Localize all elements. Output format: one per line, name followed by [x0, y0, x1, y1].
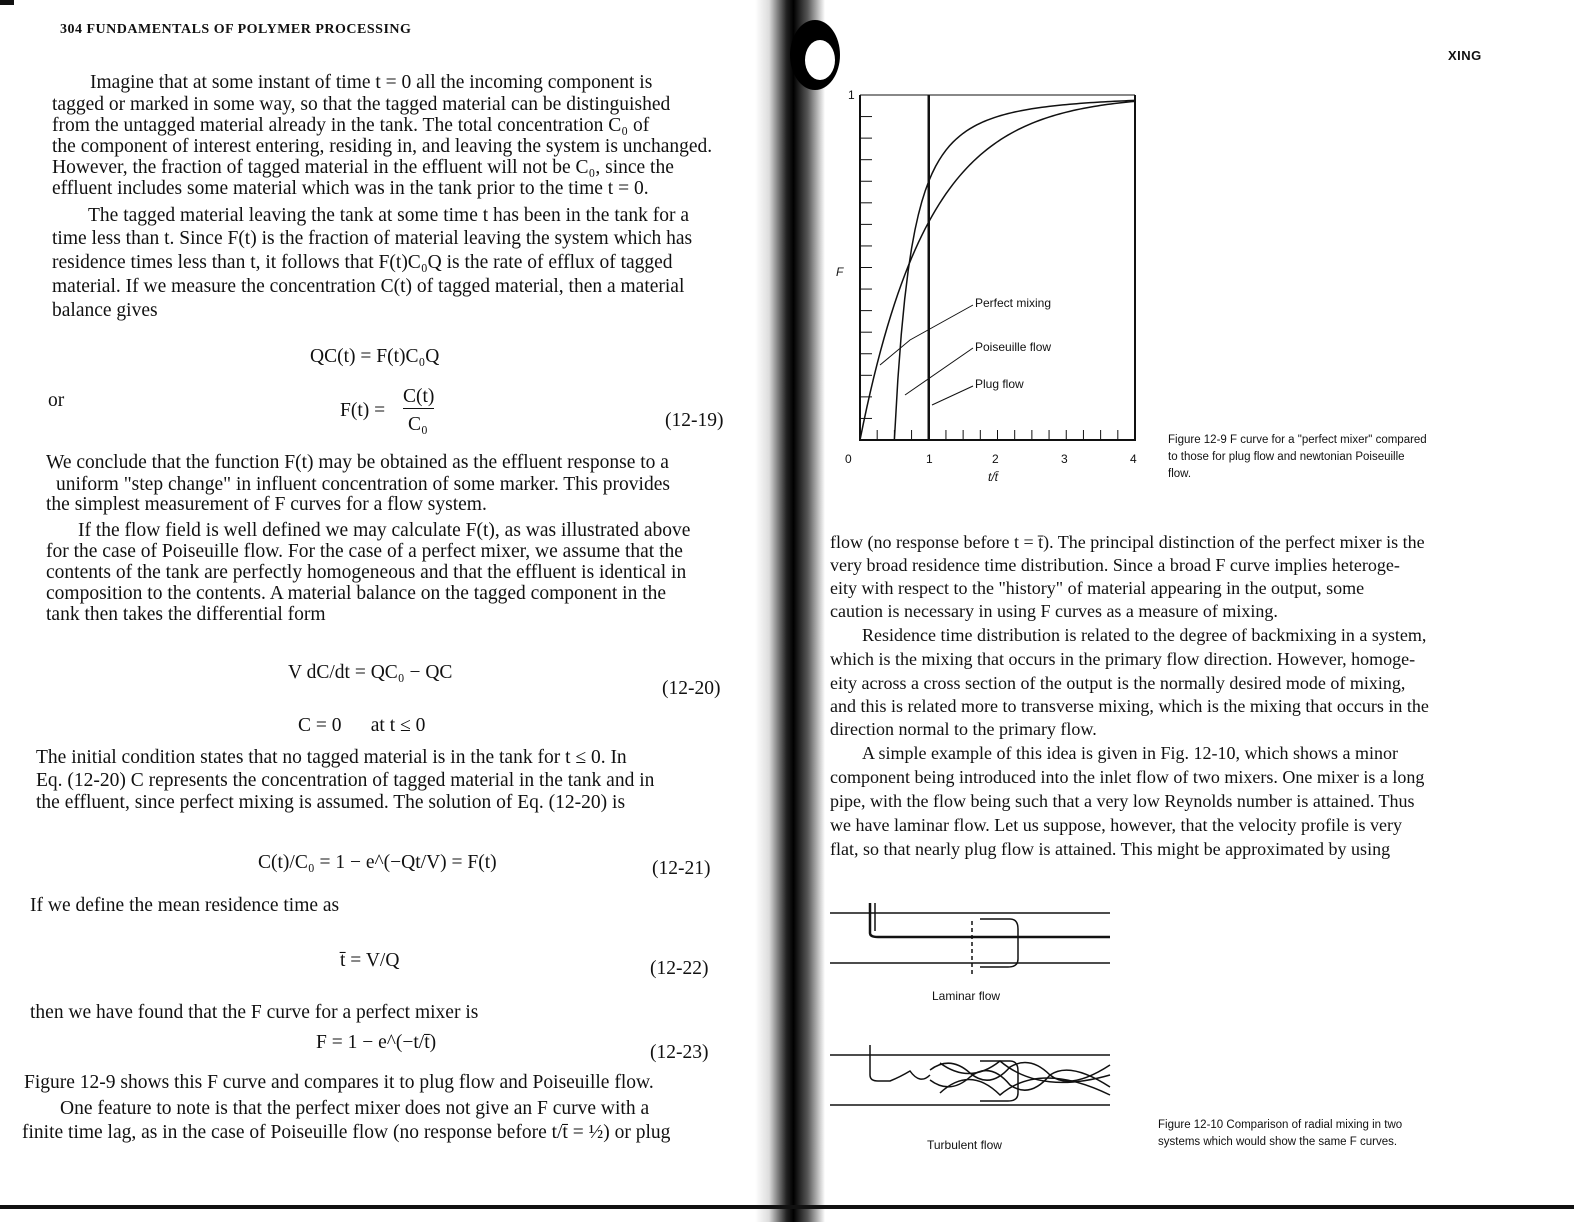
- equation-number-12-22: (12-22): [650, 958, 709, 979]
- body-text-line: Figure 12-9 shows this F curve and compares it to plug flow and Poiseuille flow.: [24, 1072, 654, 1093]
- equation-12-19-lhs: F(t) =: [340, 400, 386, 421]
- body-text-line: flat, so that nearly plug flow is attained. This might be approximated by using: [830, 839, 1391, 859]
- body-text-line: and this is related more to transverse mixing, which is the mixing that occurs in the: [830, 696, 1429, 716]
- body-text-line: component being introduced into the inlet flow of two mixers. One mixer is a long: [830, 767, 1425, 787]
- body-text-line: tagged or marked in some way, so that the tagged material can be distinguished: [52, 94, 671, 115]
- body-text-line: then we have found that the F curve for a perfect mixer is: [30, 1002, 479, 1023]
- equation-number-12-20: (12-20): [662, 678, 721, 699]
- equation-material-balance: QC(t) = F(t)C₀Q: [310, 346, 440, 367]
- body-text-line: caution is necessary in using F curves as a measure of mixing.: [830, 601, 1278, 621]
- running-header-left: 304 FUNDAMENTALS OF POLYMER PROCESSING: [60, 22, 412, 37]
- body-text-line: eity with respect to the "history" of material appearing in the output, some: [830, 578, 1365, 598]
- body-text-line: A simple example of this idea is given in Fig. 12-10, which shows a minor: [862, 743, 1398, 763]
- x-tick-label: 0: [845, 452, 852, 466]
- turbulent-flow-label: Turbulent flow: [927, 1138, 1002, 1152]
- body-text-line: the effluent, since perfect mixing is assumed. The solution of Eq. (12-20) is: [36, 792, 626, 813]
- y-tick-label-1: 1: [848, 88, 855, 102]
- body-text-line: Imagine that at some instant of time t = 0 all the incoming component is: [90, 72, 653, 93]
- figure-12-9-caption-line: Figure 12-9 F curve for a "perfect mixer" compared: [1168, 434, 1427, 446]
- body-text-line: very broad residence time distribution. Since a broad F curve implies heteroge-: [830, 555, 1400, 575]
- equation-12-21: C(t)/C₀ = 1 − e^(−Qt/V) = F(t): [258, 852, 497, 873]
- equation-number-12-23: (12-23): [650, 1042, 709, 1063]
- body-text-line: One feature to note is that the perfect mixer does not give an F curve with a: [60, 1098, 650, 1119]
- figure-12-10-caption-line: Figure 12-10 Comparison of radial mixing in two: [1158, 1119, 1403, 1131]
- body-text-line: tank then takes the differential form: [46, 604, 326, 625]
- y-axis-label: F: [836, 265, 844, 279]
- body-text-line: balance gives: [52, 300, 158, 321]
- equation-number-12-19: (12-19): [665, 410, 724, 431]
- body-text-line: material. If we measure the concentration C(t) of tagged material, then a material: [52, 276, 685, 297]
- running-header-right: XING: [1448, 48, 1482, 63]
- body-text-line: We conclude that the function F(t) may be obtained as the effluent response to a: [46, 452, 669, 473]
- body-text-line: contents of the tank are perfectly homogeneous and that the effluent is identical in: [46, 562, 687, 583]
- body-text-line: the simplest measurement of F curves for a flow system.: [46, 494, 487, 515]
- leader-plug: [932, 386, 973, 405]
- body-text-line: the component of interest entering, residing in, and leaving the system is unchanged.: [52, 136, 713, 157]
- x-axis-label: t/t̄: [988, 470, 999, 484]
- equation-12-19-numerator: C(t): [403, 386, 435, 407]
- body-text-line: The tagged material leaving the tank at some time t has been in the tank for a: [88, 205, 690, 226]
- initial-condition: C = 0 at t ≤ 0: [298, 715, 426, 736]
- body-text-line: direction normal to the primary flow.: [830, 719, 1097, 739]
- curve-label-plug-flow: Plug flow: [975, 377, 1024, 391]
- body-text-line: we have laminar flow. Let us suppose, however, that the velocity profile is very: [830, 815, 1402, 835]
- equation-12-19-denominator: C₀: [408, 414, 428, 435]
- equation-12-22: t̄ = V/Q: [340, 950, 400, 971]
- equation-number-12-21: (12-21): [652, 858, 711, 879]
- figure-12-10-caption-line: systems which would show the same F curves.: [1158, 1136, 1398, 1148]
- figure-12-9-caption-line: flow.: [1168, 468, 1192, 480]
- body-text-line: uniform "step change" in influent concentration of some marker. This provides: [56, 474, 670, 495]
- body-text-line: for the case of Poiseuille flow. For the case of a perfect mixer, we assume that the: [46, 541, 683, 562]
- body-text-line: If the flow field is well defined we may calculate F(t), as was illustrated above: [78, 520, 691, 541]
- or-text: or: [48, 390, 65, 411]
- figure-12-10-diagram: [820, 895, 1120, 1135]
- leader-poiseuille: [905, 348, 973, 395]
- body-text-line: eity across a cross section of the output is the normally desired mode of mixing,: [830, 673, 1406, 693]
- body-text-line: Residence time distribution is related to the degree of backmixing in a system,: [862, 625, 1427, 645]
- body-text-line: However, the fraction of tagged material in the effluent will not be C₀, since the: [52, 157, 674, 178]
- equation-12-23: F = 1 − e^(−t/t̄): [316, 1032, 437, 1053]
- body-text-line: which is the mixing that occurs in the primary flow direction. However, homoge-: [830, 649, 1416, 669]
- body-text-line: Eq. (12-20) C represents the concentration of tagged material in the tank and in: [36, 770, 655, 791]
- body-text-line: pipe, with the flow being such that a very low Reynolds number is attained. Thus: [830, 791, 1415, 811]
- body-text-line: residence times less than t, it follows that F(t)C₀Q is the rate of efflux of tagged: [52, 252, 673, 273]
- body-text-line: time less than t. Since F(t) is the fraction of material leaving the system which has: [52, 228, 693, 249]
- x-tick-label: 1: [926, 452, 933, 466]
- leader-perfect-mixing: [880, 305, 973, 365]
- figure-12-9-caption-line: to those for plug flow and newtonian Poiseuille: [1168, 451, 1405, 463]
- body-text-line: The initial condition states that no tagged material is in the tank for t ≤ 0. In: [36, 747, 627, 768]
- laminar-flow-label: Laminar flow: [932, 989, 1001, 1003]
- equation-12-20: V dC/dt = QC₀ − QC: [288, 662, 453, 683]
- body-text-line: effluent includes some material which was in the tank prior to the time t = 0.: [52, 178, 649, 199]
- x-tick-label: 4: [1130, 452, 1137, 466]
- x-tick-label: 3: [1061, 452, 1068, 466]
- body-text-line: flow (no response before t = t̄). The principal distinction of the perfect mixer is the: [830, 532, 1425, 552]
- body-text-line: finite time lag, as in the case of Poiseuille flow (no response before t/t̄ = ½) or plug: [22, 1122, 671, 1143]
- body-text-line: composition to the contents. A material balance on the tagged component in the: [46, 583, 667, 604]
- body-text-line: If we define the mean residence time as: [30, 895, 340, 916]
- curve-label-poiseuille-flow: Poiseuille flow: [975, 340, 1052, 354]
- x-tick-label: 2: [992, 452, 999, 466]
- curve-label-perfect-mixing: Perfect mixing: [975, 296, 1052, 310]
- body-text-line: from the untagged material already in the tank. The total concentration C₀ of: [52, 115, 650, 136]
